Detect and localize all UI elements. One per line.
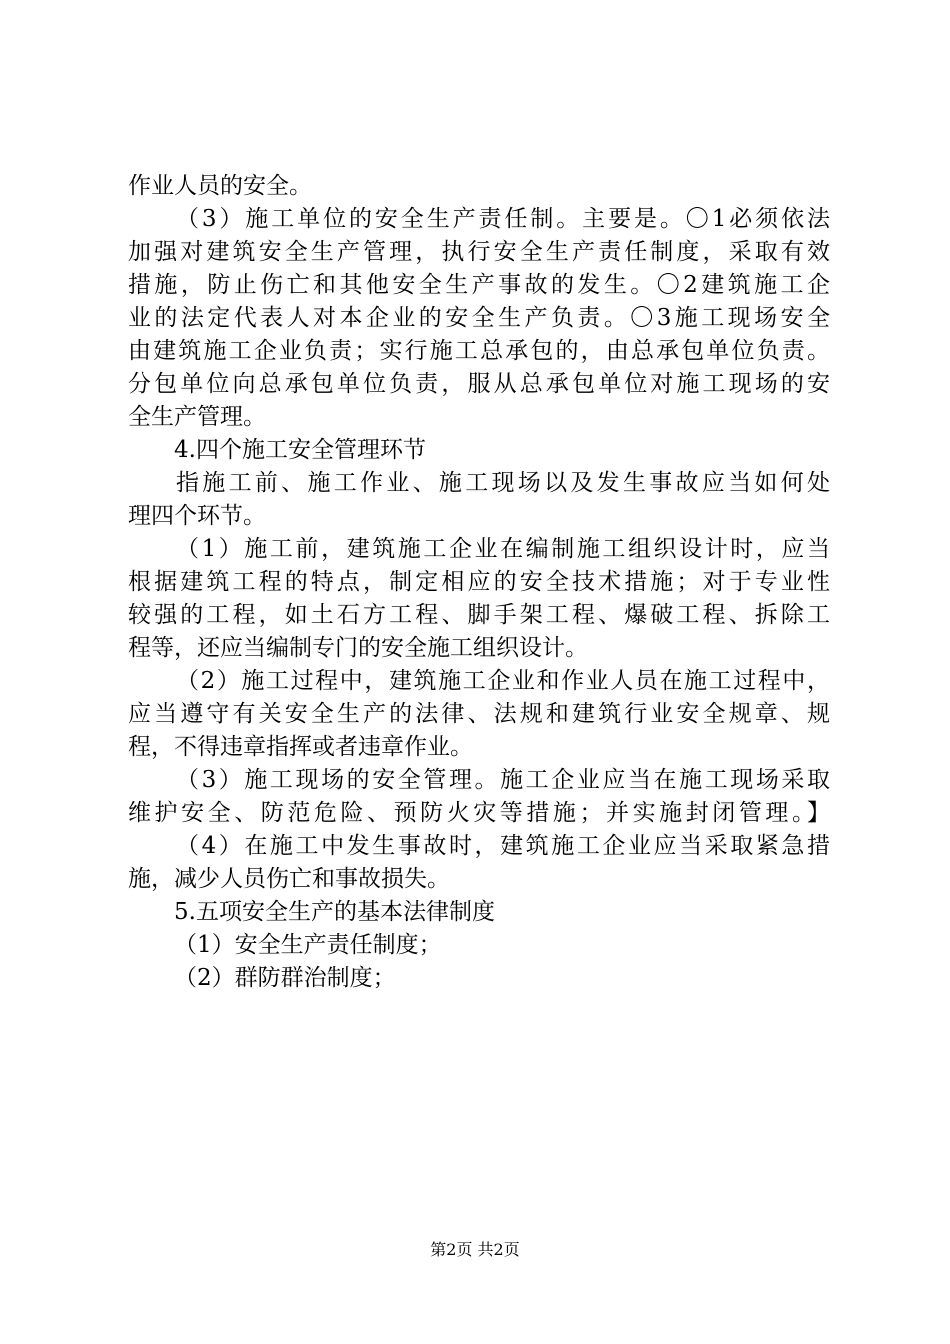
list-item: （2）群防群治制度； <box>174 965 396 991</box>
text-line: （3）施工现场的安全管理。施工企业应当在施工现场采取 <box>176 767 830 793</box>
text-line: 程，不得违章指挥或者违章作业。 <box>128 734 473 760</box>
text-line: 业的法定代表人对本企业的安全生产负责。〇3施工现场安全 <box>128 305 830 331</box>
text-line: 应当遵守有关安全生产的法律、法规和建筑行业安全规章、规 <box>128 701 830 727</box>
body-text <box>128 170 830 995</box>
text-line: 措施，防止伤亡和其他安全生产事故的发生。〇2建筑施工企 <box>128 272 830 298</box>
section-heading: 4.四个施工安全管理环节 <box>174 437 426 463</box>
text-line: 根据建筑工程的特点，制定相应的安全技术措施；对于专业性 <box>128 569 830 595</box>
text-line: （4）在施工中发生事故时，建筑施工企业应当采取紧急措 <box>176 833 830 859</box>
text-line: 全生产管理。 <box>128 404 266 430</box>
text-line: 指施工前、施工作业、施工现场以及发生事故应当如何处 <box>176 470 830 496</box>
text-line: 作业人员的安全。 <box>128 173 312 199</box>
list-item: （1）安全生产责任制度； <box>174 932 442 958</box>
text-line: （3）施工单位的安全生产责任制。主要是。〇1必须依法 <box>176 206 830 232</box>
text-line: 程等，还应当编制专门的安全施工组织设计。 <box>128 635 588 661</box>
text-line: 加强对建筑安全生产管理，执行安全生产责任制度，采取有效 <box>128 239 830 265</box>
page-footer: 第2页 共2页 <box>430 1240 520 1259</box>
text-line: 分包单位向总承包单位负责，服从总承包单位对施工现场的安 <box>128 371 830 397</box>
text-line: 施，减少人员伤亡和事故损失。 <box>128 866 450 892</box>
text-line: 维护安全、防范危险、预防火灾等措施；并实施封闭管理。】 <box>128 800 830 826</box>
section-heading: 5.五项安全生产的基本法律制度 <box>174 899 495 925</box>
text-line: 较强的工程，如土石方工程、脚手架工程、爆破工程、拆除工 <box>128 602 830 628</box>
text-line: （2）施工过程中，建筑施工企业和作业人员在施工过程中， <box>176 668 830 694</box>
text-line: 由建筑施工企业负责；实行施工总承包的，由总承包单位负责。 <box>128 338 830 364</box>
text-line: 理四个环节。 <box>128 503 266 529</box>
text-line: （1）施工前，建筑施工企业在编制施工组织设计时，应当 <box>176 536 830 562</box>
